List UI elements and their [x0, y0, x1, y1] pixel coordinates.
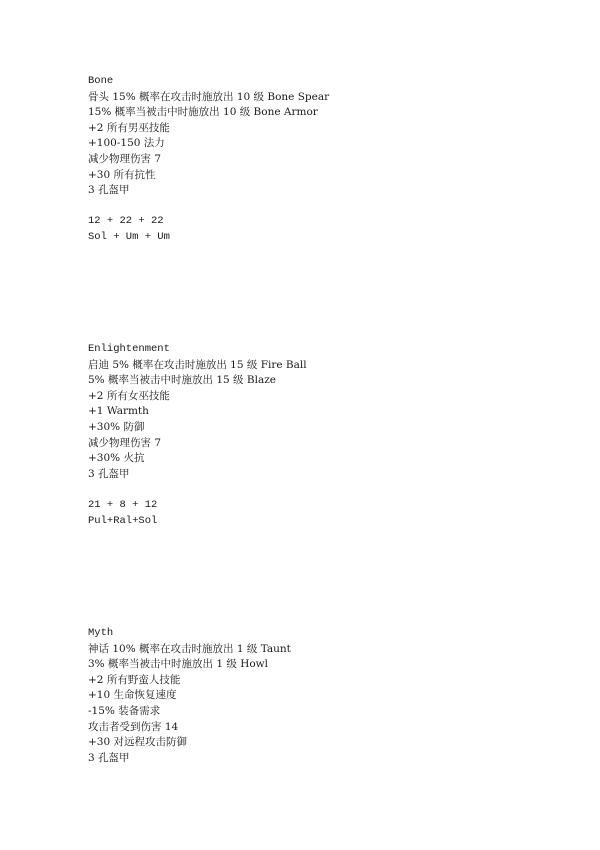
property-line: +2 所有女巫技能 [88, 389, 170, 402]
spacer [88, 199, 568, 215]
property-line: +30 所有抗性 [88, 168, 156, 181]
property-line: 减少物理伤害 7 [88, 152, 162, 165]
property-line: 3 孔盔甲 [88, 467, 130, 480]
rune-numbers: 12 + 22 + 22 [88, 215, 164, 228]
runeword-name: Bone [88, 75, 114, 87]
runeword-block-myth [88, 626, 568, 766]
rune-recipe: Pul+Ral+Sol [88, 514, 158, 527]
property-line: 减少物理伤害 7 [88, 436, 162, 449]
property-line: +100-150 法力 [88, 137, 165, 150]
property-line: 攻击者受到伤害 14 [88, 720, 179, 733]
spacer [88, 482, 568, 498]
property-line: 神话 10% 概率在攻击时施放出 1 级 Taunt [88, 642, 291, 655]
property-line: +2 所有男巫技能 [88, 121, 170, 134]
property-line: 3 孔盔甲 [88, 751, 130, 764]
property-line: +1 Warmth [88, 405, 149, 418]
property-line: 5% 概率当被击中时施放出 15 级 Blaze [88, 374, 276, 387]
property-line: -15% 装备需求 [88, 704, 161, 717]
property-line: 3 孔盔甲 [88, 184, 130, 197]
rune-recipe: Sol + Um + Um [88, 230, 170, 243]
property-line: +2 所有野蛮人技能 [88, 673, 181, 686]
runeword-block-bone [88, 74, 568, 246]
property-line: 3% 概率当被击中时施放出 1 级 Howl [88, 658, 269, 671]
property-line: +30% 火抗 [88, 452, 145, 465]
property-line: 15% 概率当被击中时施放出 10 级 Bone Armor [88, 106, 318, 119]
property-line: 骨头 15% 概率在攻击时施放出 10 级 Bone Spear [88, 90, 330, 103]
property-line: +10 生命恢复速度 [88, 689, 177, 702]
runeword-name: Myth [88, 627, 114, 639]
rune-numbers: 21 + 8 + 12 [88, 498, 158, 511]
property-line: +30% 防御 [88, 420, 145, 433]
runeword-name: Enlightenment [88, 343, 170, 355]
runeword-block-enlightenment [88, 342, 568, 529]
property-line: 启迪 5% 概率在攻击时施放出 15 级 Fire Ball [88, 358, 307, 371]
property-line: +30 对远程攻击防御 [88, 736, 187, 749]
